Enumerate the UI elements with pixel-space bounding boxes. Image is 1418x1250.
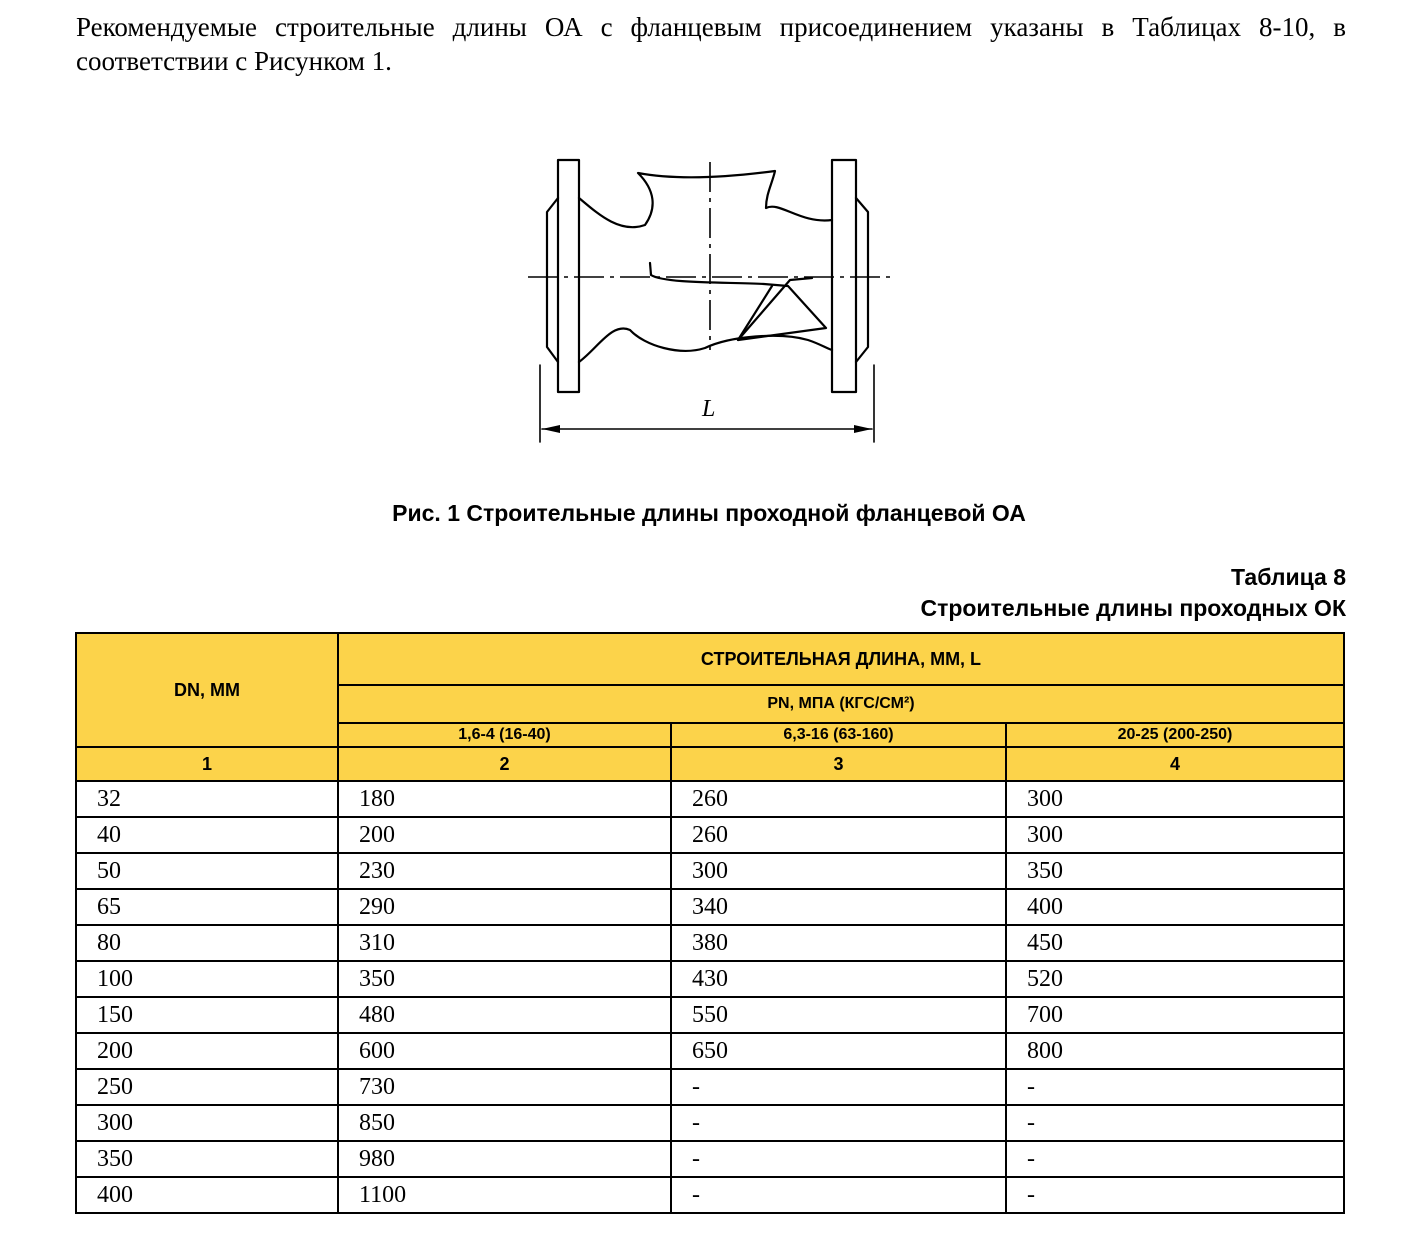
table-cell: - bbox=[1006, 1105, 1344, 1141]
dimension-arrow-left bbox=[542, 425, 560, 433]
table-cell: 850 bbox=[338, 1105, 671, 1141]
left-flange-hub bbox=[547, 198, 558, 362]
table-cell: 200 bbox=[76, 1033, 338, 1069]
right-flange bbox=[832, 160, 856, 392]
table-cell: 430 bbox=[671, 961, 1006, 997]
table-cell: 100 bbox=[76, 961, 338, 997]
body-top-outline bbox=[579, 171, 832, 227]
table-cell: 450 bbox=[1006, 925, 1344, 961]
table-cell: 32 bbox=[76, 781, 338, 817]
table-number: Таблица 8 bbox=[1230, 564, 1346, 590]
table-cell: 400 bbox=[76, 1177, 338, 1213]
table-cell: 65 bbox=[76, 889, 338, 925]
column-number: 3 bbox=[671, 747, 1006, 781]
table-cell: - bbox=[1006, 1141, 1344, 1177]
table-cell: 980 bbox=[338, 1141, 671, 1177]
figure-caption: Рис. 1 Строительные длины проходной фланцевой ОА bbox=[392, 500, 1026, 526]
table-cell: 40 bbox=[76, 817, 338, 853]
table-row bbox=[76, 853, 1344, 889]
table-title: Строительные длины проходных ОК bbox=[920, 595, 1346, 621]
table-cell: 350 bbox=[338, 961, 671, 997]
column-number: 1 bbox=[76, 747, 338, 781]
body-bottom-outline bbox=[579, 329, 832, 362]
table-row bbox=[76, 781, 1344, 817]
table-cell: 340 bbox=[671, 889, 1006, 925]
table-cell: 310 bbox=[338, 925, 671, 961]
table-cell: 300 bbox=[1006, 781, 1344, 817]
valve-seat bbox=[650, 263, 826, 340]
construction-length-table bbox=[75, 632, 1345, 1214]
table-row bbox=[76, 925, 1344, 961]
table-cell: - bbox=[671, 1177, 1006, 1213]
table-cell: 380 bbox=[671, 925, 1006, 961]
table-row bbox=[76, 1069, 1344, 1105]
header-pn-col: 6,3-16 (63-160) bbox=[671, 723, 1006, 747]
table-cell: 650 bbox=[671, 1033, 1006, 1069]
table-cell: 550 bbox=[671, 997, 1006, 1033]
table-cell: - bbox=[1006, 1177, 1344, 1213]
table-cell: 350 bbox=[1006, 853, 1344, 889]
table-cell: 300 bbox=[1006, 817, 1344, 853]
table-row bbox=[76, 997, 1344, 1033]
table-cell: 600 bbox=[338, 1033, 671, 1069]
table-cell: 700 bbox=[1006, 997, 1344, 1033]
table-cell: 1100 bbox=[338, 1177, 671, 1213]
table-cell: 730 bbox=[338, 1069, 671, 1105]
table-row bbox=[76, 1033, 1344, 1069]
header-pn-col: 1,6-4 (16-40) bbox=[338, 723, 671, 747]
column-number: 2 bbox=[338, 747, 671, 781]
valve-drawing bbox=[520, 150, 900, 450]
table-cell: 260 bbox=[671, 817, 1006, 853]
table-row bbox=[76, 817, 1344, 853]
table-cell: 200 bbox=[338, 817, 671, 853]
intro-paragraph: Рекомендуемые строительные длины ОА с фланцевым присоединением указаны в Таблицах 8-10, в соответствии с Рисунком 1. bbox=[76, 12, 1346, 76]
table-cell: 80 bbox=[76, 925, 338, 961]
right-flange-hub bbox=[856, 198, 868, 362]
left-flange bbox=[558, 160, 579, 392]
table-cell: 400 bbox=[1006, 889, 1344, 925]
table-cell: 300 bbox=[76, 1105, 338, 1141]
header-length: СТРОИТЕЛЬНАЯ ДЛИНА, ММ, L bbox=[338, 633, 1344, 685]
table-row bbox=[76, 1105, 1344, 1141]
table-cell: - bbox=[671, 1141, 1006, 1177]
table-cell: 350 bbox=[76, 1141, 338, 1177]
table-row bbox=[76, 1177, 1344, 1213]
header-dn: DN, ММ bbox=[76, 633, 338, 747]
table-row bbox=[76, 1141, 1344, 1177]
table-cell: - bbox=[1006, 1069, 1344, 1105]
dimension-arrow-right bbox=[854, 425, 872, 433]
column-number: 4 bbox=[1006, 747, 1344, 781]
table-cell: 250 bbox=[76, 1069, 338, 1105]
table-cell: 520 bbox=[1006, 961, 1344, 997]
table-row bbox=[76, 889, 1344, 925]
table-cell: - bbox=[671, 1069, 1006, 1105]
table-cell: 180 bbox=[338, 781, 671, 817]
table-cell: 300 bbox=[671, 853, 1006, 889]
header-pn: PN, МПА (КГС/СМ²) bbox=[338, 685, 1344, 723]
table-cell: 50 bbox=[76, 853, 338, 889]
header-pn-col: 20-25 (200-250) bbox=[1006, 723, 1344, 747]
table-cell: 150 bbox=[76, 997, 338, 1033]
table-cell: - bbox=[671, 1105, 1006, 1141]
table-cell: 260 bbox=[671, 781, 1006, 817]
table-cell: 290 bbox=[338, 889, 671, 925]
table-cell: 480 bbox=[338, 997, 671, 1033]
valve-wedge bbox=[738, 286, 772, 340]
table-cell: 230 bbox=[338, 853, 671, 889]
dimension-label: L bbox=[702, 396, 716, 422]
table-row bbox=[76, 961, 1344, 997]
table-cell: 800 bbox=[1006, 1033, 1344, 1069]
